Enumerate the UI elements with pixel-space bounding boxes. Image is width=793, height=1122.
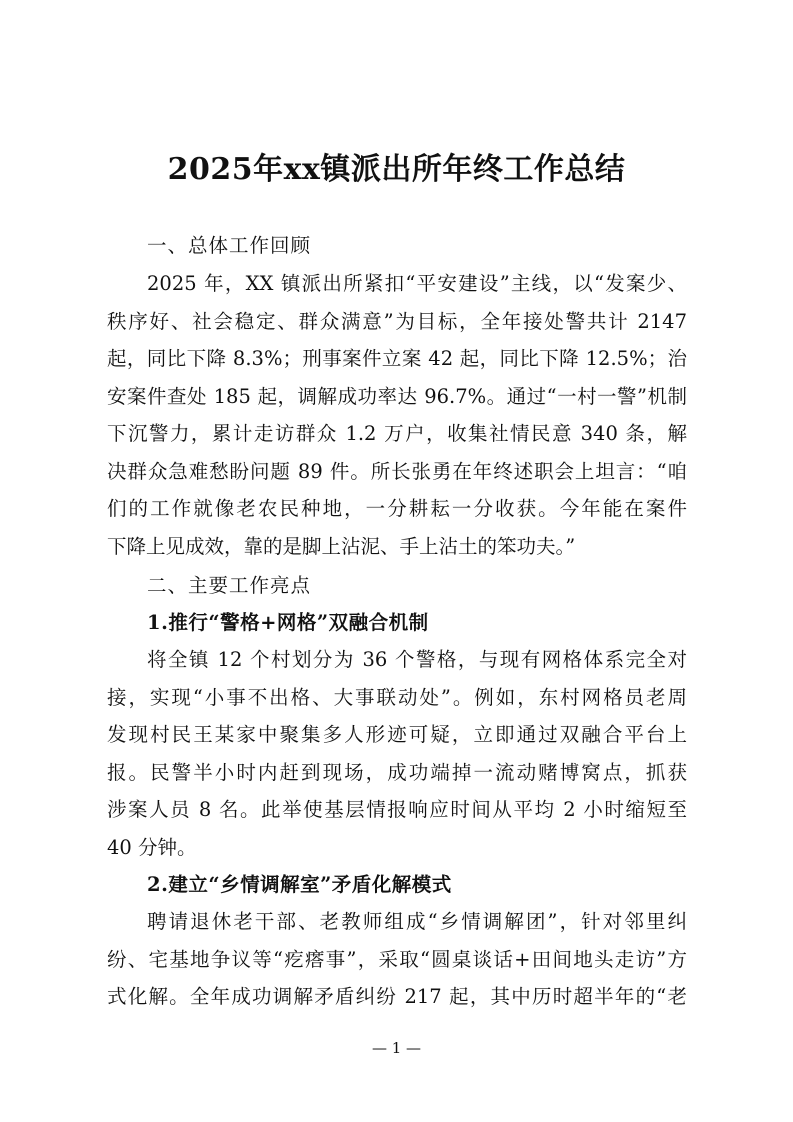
text-line: 接，实现“小事不出格、大事联动处”。例如，东村网格员老周: [107, 685, 687, 709]
text-line: 起，同比下降 8.3%；刑事案件立案 42 起，同比下降 12.5%；治: [107, 347, 687, 370]
text-line: 式化解。全年成功调解矛盾纠纷 217 起，其中历时超半年的“老: [107, 985, 687, 1008]
text-line: 将全镇 12 个村划分为 36 个警格，与现有网格体系完全对: [147, 648, 687, 671]
section-heading-highlights: 二、主要工作亮点: [147, 574, 312, 597]
paragraph-overview: [107, 265, 687, 565]
paragraph-mediation-room: [107, 903, 687, 1016]
text-line: 决群众急难愁盼问题 89 件。所长张勇在年终述职会上坦言：“咱: [107, 459, 687, 483]
text-line: 下沉警力，累计走访群众 1.2 万户，收集社情民意 340 条，解: [107, 422, 687, 445]
paragraph-grid-mechanism: [107, 641, 687, 866]
document-title: 2025年xx镇派出所年终工作总结: [167, 152, 626, 187]
text-line: 聘请退休老干部、老教师组成“乡情调解团”，针对邻里纠: [147, 910, 687, 933]
text-line: 2025 年，XX 镇派出所紧扣“平安建设”主线，以“发案少、: [147, 272, 687, 295]
text-line: 安案件查处 185 起，调解成功率达 96.7%。通过“一村一警”机制: [107, 384, 687, 408]
page-number: — 1 —: [371, 1039, 422, 1057]
text-line: 纷、宅基地争议等“疙瘩事”，采取“圆桌谈话+田间地头走访”方: [107, 947, 687, 971]
text-line: 秩序好、社会稳定、群众满意”为目标，全年接处警共计 2147: [107, 309, 687, 333]
text-line: 们的工作就像老农民种地，一分耕耘一分收获。今年能在案件: [107, 497, 687, 520]
text-line: 发现村民王某家中聚集多人形迹可疑，立即通过双融合平台上: [107, 723, 687, 746]
subsection-heading-mediation-room: 2.建立“乡情调解室”矛盾化解模式: [147, 873, 452, 896]
text-line: 报。民警半小时内赶到现场，成功端掉一流动赌博窝点，抓获: [107, 760, 687, 784]
subsection-heading-grid-mechanism: 1.推行“警格+网格”双融合机制: [147, 611, 429, 634]
text-line: 涉案人员 8 名。此举使基层情报响应时间从平均 2 小时缩短至: [107, 798, 687, 821]
section-heading-overview: 一、总体工作回顾: [147, 234, 312, 257]
text-line: 40 分钟。: [107, 835, 197, 859]
text-line: 下降上见成效，靠的是脚上沾泥、手上沾土的笨功夫。”: [107, 534, 576, 558]
